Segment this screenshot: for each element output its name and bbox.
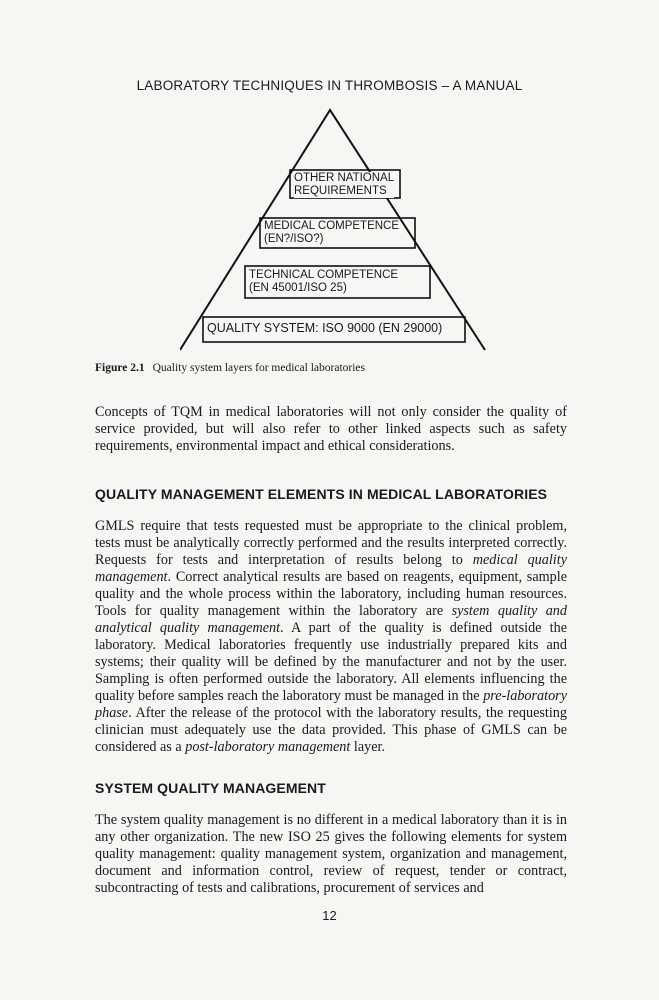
layer-1-line-2: REQUIREMENTS <box>294 185 387 197</box>
section-heading-quality-management-elements: QUALITY MANAGEMENT ELEMENTS IN MEDICAL LABORATORIES <box>95 486 548 502</box>
emphasis-pre-laboratory-phase: pre-laboratory phase <box>95 688 567 721</box>
figure-number: Figure 2.1 <box>95 362 145 374</box>
layer-label-2 <box>264 220 399 246</box>
layer-4-line-1: QUALITY SYSTEM: ISO 9000 (EN 29000) <box>207 321 443 335</box>
layer-label-1 <box>294 172 394 198</box>
quality-pyramid-figure <box>180 108 490 356</box>
section-heading-system-quality-management: SYSTEM QUALITY MANAGEMENT <box>95 780 326 796</box>
layer-2-line-1: MEDICAL COMPETENCE <box>264 220 400 232</box>
layer-1-line-1: OTHER NATIONAL <box>294 172 395 184</box>
section1-paragraph: GMLS require that tests requested must be appropriate to the clinical problem, tests must be analytically correctly performed and the results interpreted correctly. Requests for tests and interpretation of results belong to medical quality management. Correct analytical results are based on reagents, equipment, sample quality and the whole process within the laboratory, including human resources. Tools for quality management within the laboratory are system quality and analytical quality management. A part of the quality is defined outside the laboratory. Medical laboratories frequently use industrially prepared kits and systems; their quality will be defined by the manufacturer and not by the user. Sampling is often performed outside the laboratory. All elements influencing the quality before samples reach the laboratory must be managed in the pre-laboratory phase. After the release of the protocol with the laboratory results, the requesting clinician must adequately use the data provided. This phase of GMLS can be considered as a post-laboratory management layer. <box>95 518 567 755</box>
layer-3-line-2: (EN 45001/ISO 25) <box>249 282 347 294</box>
figure-caption <box>95 362 365 374</box>
layer-label-3 <box>249 269 398 295</box>
emphasis-post-laboratory-management: post-laboratory management <box>185 739 351 755</box>
layer-2-line-2: (EN?/ISO?) <box>264 233 324 245</box>
page-number: 12 <box>322 908 337 923</box>
emphasis-system-quality: system quality and analytical quality management <box>95 603 567 636</box>
layer-label-4 <box>207 322 442 335</box>
layer-3-line-1: TECHNICAL COMPETENCE <box>249 269 399 281</box>
intro-paragraph: Concepts of TQM in medical laboratories will not only consider the quality of service provided, but will also refer to other linked aspects such as safety requirements, environmental impact and ethical considerations. <box>95 404 567 454</box>
emphasis-medical-quality-management: medical quality management <box>95 552 567 585</box>
section2-paragraph: The system quality management is no different in a medical laboratory than it is in any other organization. The new ISO 25 gives the following elements for system quality management: quality management system, organization and management, document and information control, review of request, tender or contract, subcontracting of tests and calibrations, procurement of services and <box>95 812 567 896</box>
figure-caption-text: Quality system layers for medical laboratories <box>152 362 365 374</box>
running-head: LABORATORY TECHNIQUES IN THROMBOSIS – A MANUAL <box>136 78 523 93</box>
